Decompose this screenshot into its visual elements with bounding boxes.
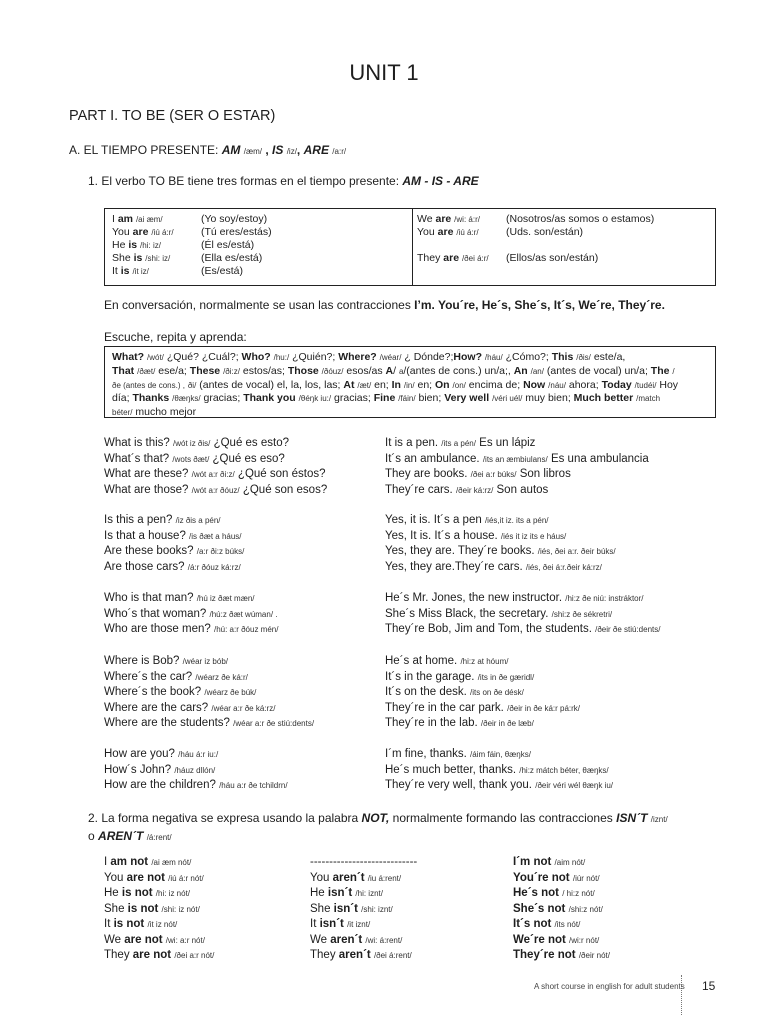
answer-text: They´re in the car park. [385, 701, 504, 714]
phonetic: /iú á:r nót/ [168, 873, 204, 883]
translation: (Uds. son/están) [506, 226, 584, 238]
negative-row [310, 918, 370, 930]
contraction: He´s not [513, 887, 559, 899]
to-be-row [112, 252, 170, 265]
section-a-heading: A. EL TIEMPO PRESENTE: AM /æm/ , IS /iz/, ARE /a:r/ [69, 143, 347, 157]
negative-row [310, 949, 412, 961]
answer [385, 717, 534, 729]
answer-translation: Es una ambulancia [550, 452, 649, 465]
negative-verb: are not [132, 949, 172, 961]
negative-verb: isn´t [333, 902, 358, 915]
question-text: How´s John? [104, 763, 172, 776]
question-phonetic: /wót a:r ði:z/ [191, 470, 235, 480]
contraction: It´s not [513, 918, 552, 930]
phonetic: /iu á:rent/ [367, 873, 402, 883]
vocab-line: That /ðæt/ ese/a; These /ði:z/ estos/as; Those /ðóuz/ esos/as A/ a/(antes de cons.) un/a;, An /an/ (antes de vocal) un/a; The / [112, 364, 675, 377]
answer-text: He´s at home. [385, 655, 458, 667]
question-phonetic: /á:r ðóuz ká:rz/ [187, 562, 241, 572]
verb: is [133, 252, 143, 264]
answer-phonetic: /áim fáin, θæŋks/ [470, 750, 531, 759]
question-phonetic: /wéar iz bób/ [182, 657, 228, 666]
subject: It [112, 265, 118, 277]
subject: They [104, 949, 130, 961]
phonetic: /ai æm/ [135, 215, 163, 224]
answer-phonetic: /ðeir in ðe ká:r pá:rk/ [507, 703, 581, 713]
answer-phonetic: /iés,it iz. its a pén/ [484, 516, 549, 525]
answer-text: It is a pen. [385, 437, 439, 449]
answer [385, 468, 571, 480]
question [104, 686, 256, 698]
question-phonetic: /iz ðis a pén/ [175, 516, 221, 525]
phonetic: /shi: iznt/ [361, 904, 393, 914]
subject: I [112, 213, 115, 225]
question [104, 561, 241, 573]
negative-verb: am not [110, 856, 149, 868]
contraction: You´re not [513, 871, 570, 884]
subject: You [112, 226, 130, 238]
answer-phonetic: /shi:z ðe sékretri/ [551, 609, 613, 619]
phonetic: /aim nót/ [554, 858, 586, 867]
question [104, 779, 288, 791]
phonetic: /wi: a:r nót/ [165, 935, 205, 945]
answer [385, 764, 609, 776]
phonetic: /it iz nót/ [147, 920, 178, 929]
unit-title: UNIT 1 [349, 60, 419, 85]
question-phonetic: /wót iz ðis/ [173, 439, 211, 448]
verb: am [117, 213, 134, 225]
question-phonetic: /wéar a:r ðe stiú:dents/ [233, 719, 315, 729]
negative-verb: isn´t [327, 887, 353, 899]
subject: You [104, 871, 124, 884]
answer-text: They´re in the lab. [385, 717, 478, 730]
phonetic: /hi: iz nót/ [155, 889, 191, 898]
question-text: Where is Bob? [104, 655, 180, 667]
answer [385, 655, 508, 667]
item-2-heading: 2. La forma negativa se expresa usando la palabra NOT, normalmente formando las contracciones ISN´T /iznt/ o AREN´T /á:rent/ [88, 811, 668, 843]
negative-row [310, 887, 383, 899]
question-text: Who are those men? [104, 623, 211, 636]
verb: is [120, 265, 130, 277]
negative-row [513, 856, 585, 868]
subject: He [112, 239, 126, 251]
question-translation: ¿Qué es eso? [212, 452, 285, 465]
phonetic: /shi: iz/ [145, 254, 171, 263]
answer-text: Yes, they are.They´re cars. [385, 560, 523, 573]
phonetic: /ðei á:r/ [461, 254, 489, 263]
negative-row [513, 934, 599, 946]
translation: (Ella es/está) [201, 252, 263, 264]
question-text: How are you? [104, 748, 175, 760]
negative-verb: is not [121, 887, 153, 899]
negative-row [310, 903, 393, 915]
answer [385, 671, 534, 683]
phonetic: /iú á:r/ [456, 228, 479, 237]
verb: are [132, 226, 149, 238]
question-phonetic: /wéarz ðe búk/ [204, 688, 257, 698]
vocab-line: What? /wót/ ¿Qué? ¿Cuál?; Who? /hu:/ ¿Quién?; Where? /wéar/ ¿ Dónde?;How? /háu/ ¿Cómo?; This /ðis/ este/a, [112, 351, 626, 363]
answer-phonetic: /iés, ðei a:r. ðeir búks/ [537, 547, 616, 557]
subject: We [417, 213, 433, 225]
question-text: Is this a pen? [104, 514, 173, 526]
negative-verb: isn´t [319, 918, 344, 930]
contraction: I´m not [513, 856, 552, 868]
question [104, 717, 314, 729]
question [104, 608, 278, 620]
question-phonetic: /wéar a:r ðe ká:rz/ [211, 703, 276, 713]
negative-row [513, 903, 603, 915]
negative-row [104, 856, 191, 868]
phonetic: /ðeir nót/ [578, 951, 610, 960]
translation: (Tú eres/estás) [201, 226, 272, 238]
translation: (Es/está) [201, 265, 244, 277]
answer [385, 453, 649, 465]
answer-text: They´re cars. [385, 483, 453, 496]
question-text: Where´s the car? [104, 670, 193, 683]
answer-text: They´re Bob, Jim and Tom, the students. [385, 623, 592, 636]
answer [385, 437, 535, 449]
subject: They [310, 949, 336, 961]
question-text: Where are the students? [104, 717, 230, 730]
negative-row [513, 918, 580, 930]
question-translation: ¿Qué son esos? [242, 483, 328, 496]
answer [385, 748, 531, 760]
subject: We [104, 933, 122, 946]
question-phonetic: /wót a:r ðóuz/ [191, 485, 240, 495]
answer [385, 623, 660, 635]
negative-verb: are not [124, 933, 163, 946]
negative-verb: aren´t [332, 871, 365, 884]
phonetic: / hi:z nót/ [562, 889, 595, 898]
question [104, 437, 289, 449]
answer-text: It´s on the desk. [385, 686, 467, 699]
to-be-row [417, 226, 479, 239]
to-be-row [417, 252, 489, 265]
question-phonetic: /háuz dllón/ [174, 765, 216, 775]
negative-row [104, 949, 214, 961]
answer-phonetic: /ðeir ká:rz/ [455, 485, 494, 495]
question-text: Are these books? [104, 545, 194, 558]
answer-phonetic: /ðei a:r búks/ [470, 470, 517, 480]
phonetic: /ðei a:r nót/ [174, 951, 215, 960]
to-be-row [112, 239, 161, 252]
question-translation: ¿Qué son éstos? [237, 468, 326, 481]
phonetic: /it iznt/ [347, 920, 371, 929]
vocab-line: ðe (antes de cons.) , ði/ (antes de vocal) el, la, los, las; At /æt/ en; In /in/ en; On /on/ encima de; Now /náu/ ahora; Today /tudéi/ Hoy [112, 378, 679, 391]
answer-text: It´s in the garage. [385, 670, 475, 683]
subject: He [310, 887, 325, 899]
item-1-heading: 1. El verbo TO BE tiene tres formas en el tiempo presente: AM - IS - ARE [88, 174, 479, 188]
negative-row [104, 918, 177, 930]
vocab-line: día; Thanks /θæŋks/ gracias; Thank you /θéŋk iu:/ gracias; Fine /fáin/ bien; Very well /véri uél/ muy bien; Much better /match [112, 392, 661, 405]
question [104, 592, 255, 604]
page-number: 15 [702, 979, 716, 993]
question-text: Who´s that woman? [104, 607, 207, 620]
negative-row [310, 872, 401, 884]
answer-phonetic: /its in ðe gæridl/ [477, 672, 535, 682]
question-translation: ¿Qué es esto? [213, 437, 290, 449]
question-text: What´s that? [104, 452, 170, 465]
footer-divider [681, 975, 682, 1015]
question-phonetic: /hú iz ðæt mæn/ [196, 594, 255, 603]
subject: It [104, 918, 111, 930]
answer-phonetic: /its on ðe désk/ [470, 688, 524, 698]
answer-text: He´s much better, thanks. [385, 763, 517, 776]
answer-phonetic: /iés it iz its e háus/ [500, 531, 567, 541]
vocab-line: béter/ mucho mejor [112, 406, 197, 419]
negative-verb: aren´t [330, 933, 363, 946]
answer-phonetic: /ðeir ðe stiú:dents/ [595, 625, 661, 635]
subject: She [310, 902, 331, 915]
question-phonetic: /is ðæt a háus/ [189, 531, 242, 541]
negative-row [104, 872, 204, 884]
question-phonetic: /a:r ði:z búks/ [196, 547, 245, 557]
phonetic: /iú á:r/ [151, 228, 174, 237]
question-text: What are those? [104, 483, 189, 496]
question [104, 484, 327, 496]
question-text: What are these? [104, 468, 189, 481]
question [104, 530, 242, 542]
answer [385, 561, 602, 573]
verb: are [435, 213, 452, 225]
negative-verb: are not [126, 871, 165, 884]
answer-text: They are books. [385, 468, 468, 481]
phonetic: /hi: iznt/ [355, 889, 383, 898]
to-be-row [112, 213, 163, 226]
question-text: What is this? [104, 437, 170, 449]
phonetic: /hi: iz/ [140, 241, 161, 250]
question-text: Where are the cars? [104, 701, 209, 714]
vocabulary-box [104, 346, 716, 418]
question-text: How are the children? [104, 779, 216, 792]
phonetic: /shi: iz nót/ [161, 904, 200, 914]
question [104, 702, 275, 714]
question [104, 468, 326, 480]
question-text: Are those cars? [104, 560, 185, 573]
part-heading: PART I. TO BE (SER O ESTAR) [69, 108, 276, 124]
answer-text: I´m fine, thanks. [385, 748, 467, 760]
phonetic: /ðei á:rent/ [373, 951, 412, 960]
listen-heading: Escuche, repita y aprenda: [104, 330, 247, 344]
negative-row [513, 887, 595, 899]
answer [385, 514, 549, 526]
phonetic: /shi:z nót/ [568, 904, 603, 914]
verb: are [443, 252, 460, 264]
translation: (Él es/está) [201, 239, 255, 251]
verb: are [437, 226, 454, 238]
negative-row [513, 949, 610, 961]
to-be-row [112, 265, 149, 278]
answer [385, 484, 548, 496]
answer-text: Yes, it is. It´s a pen [385, 514, 482, 526]
answer-phonetic: /hi:z at hóum/ [460, 657, 509, 666]
answer [385, 545, 616, 557]
question-phonetic: /hú: a:r ðóuz mén/ [213, 625, 279, 635]
subject: She [112, 252, 131, 264]
question [104, 671, 248, 683]
question [104, 514, 221, 526]
question-phonetic: /háu a:r ðe tchildrn/ [219, 781, 288, 791]
question [104, 748, 218, 760]
answer-phonetic: /ðeir véri wél θæŋk iu/ [535, 781, 614, 791]
negative-row [310, 934, 402, 946]
negative-verb: is not [113, 918, 145, 930]
question [104, 623, 278, 635]
phonetic: /it iz/ [132, 267, 149, 276]
negative-verb: is not [127, 902, 159, 915]
to-be-row [417, 213, 480, 226]
subject: They [417, 252, 441, 264]
translation: (Yo soy/estoy) [201, 213, 268, 225]
question-phonetic: /hú:z ðæt wúman/ . [209, 609, 278, 619]
question-phonetic: /wots ðæt/ [172, 454, 210, 464]
phonetic: /iúr nót/ [572, 873, 600, 883]
answer-translation: Son libros [519, 468, 571, 481]
contraction: She´s not [513, 902, 566, 915]
answer [385, 530, 566, 542]
to-be-table [104, 208, 716, 286]
subject: He [104, 887, 119, 899]
answer-text: She´s Miss Black, the secretary. [385, 607, 549, 620]
translation: (Nosotros/as somos o estamos) [506, 213, 655, 225]
phonetic: /wi: á:rent/ [365, 935, 403, 945]
contraction: They´re not [513, 949, 576, 961]
answer [385, 608, 612, 620]
answer [385, 779, 613, 791]
answer-text: He´s Mr. Jones, the new instructor. [385, 592, 563, 604]
answer-text: It´s an ambulance. [385, 452, 480, 465]
answer [385, 686, 524, 698]
phonetic: /ai æm nót/ [151, 858, 192, 867]
question-phonetic: /wéarz ðe ká:r/ [195, 672, 248, 682]
answer-phonetic: /hi:z mátch béter, θæŋks/ [519, 765, 609, 775]
question [104, 655, 228, 667]
answer-translation: Son autos [496, 483, 549, 496]
answer-phonetic: /hi:z ðe niú: instráktor/ [565, 594, 644, 603]
subject: You [417, 226, 435, 238]
phonetic: /wi: á:r/ [454, 215, 480, 224]
conversation-note: En conversación, normalmente se usan las contracciones I’m. You´re, He´s, She´s, It´s, We´re, They´re. [104, 298, 665, 312]
verb: is [128, 239, 138, 251]
answer-text: They´re very well, thank you. [385, 779, 533, 792]
answer-phonetic: /ðeir in ðe læb/ [480, 719, 534, 729]
footer-text: A short course in english for adult students [534, 982, 685, 991]
contraction: We´re not [513, 933, 566, 946]
negative-row [513, 872, 600, 884]
negative-row [104, 887, 190, 899]
subject: I [104, 856, 108, 868]
table-divider [412, 209, 413, 285]
negative-row [104, 903, 200, 915]
negative-row [104, 934, 205, 946]
answer [385, 702, 580, 714]
subject: It [310, 918, 317, 930]
question-phonetic: /háu á:r iu:/ [178, 750, 219, 759]
subject: She [104, 902, 125, 915]
answer-text: Yes, It is. It´s a house. [385, 529, 498, 542]
question [104, 764, 215, 776]
question [104, 453, 285, 465]
answer-phonetic: /its a pén/ [441, 439, 476, 448]
question [104, 545, 244, 557]
translation: (Ellos/as son/están) [506, 252, 599, 264]
answer-phonetic: /iés, ðei á:r.ðeir ká:rz/ [525, 562, 602, 572]
question-text: Where´s the book? [104, 686, 202, 699]
subject: We [310, 933, 328, 946]
question-text: Who is that man? [104, 592, 194, 604]
phonetic: /wi:r nót/ [569, 935, 600, 945]
subject: ---------------------------- [310, 856, 418, 868]
negative-row [310, 856, 417, 868]
question-text: Is that a house? [104, 529, 186, 542]
to-be-row [112, 226, 174, 239]
answer-translation: Es un lápiz [479, 437, 536, 449]
subject: You [310, 871, 330, 884]
answer-phonetic: /its an æmbiulans/ [482, 454, 548, 464]
answer [385, 592, 644, 604]
negative-verb: aren´t [338, 949, 371, 961]
phonetic: /its nót/ [554, 920, 581, 929]
answer-text: Yes, they are. They´re books. [385, 545, 535, 558]
